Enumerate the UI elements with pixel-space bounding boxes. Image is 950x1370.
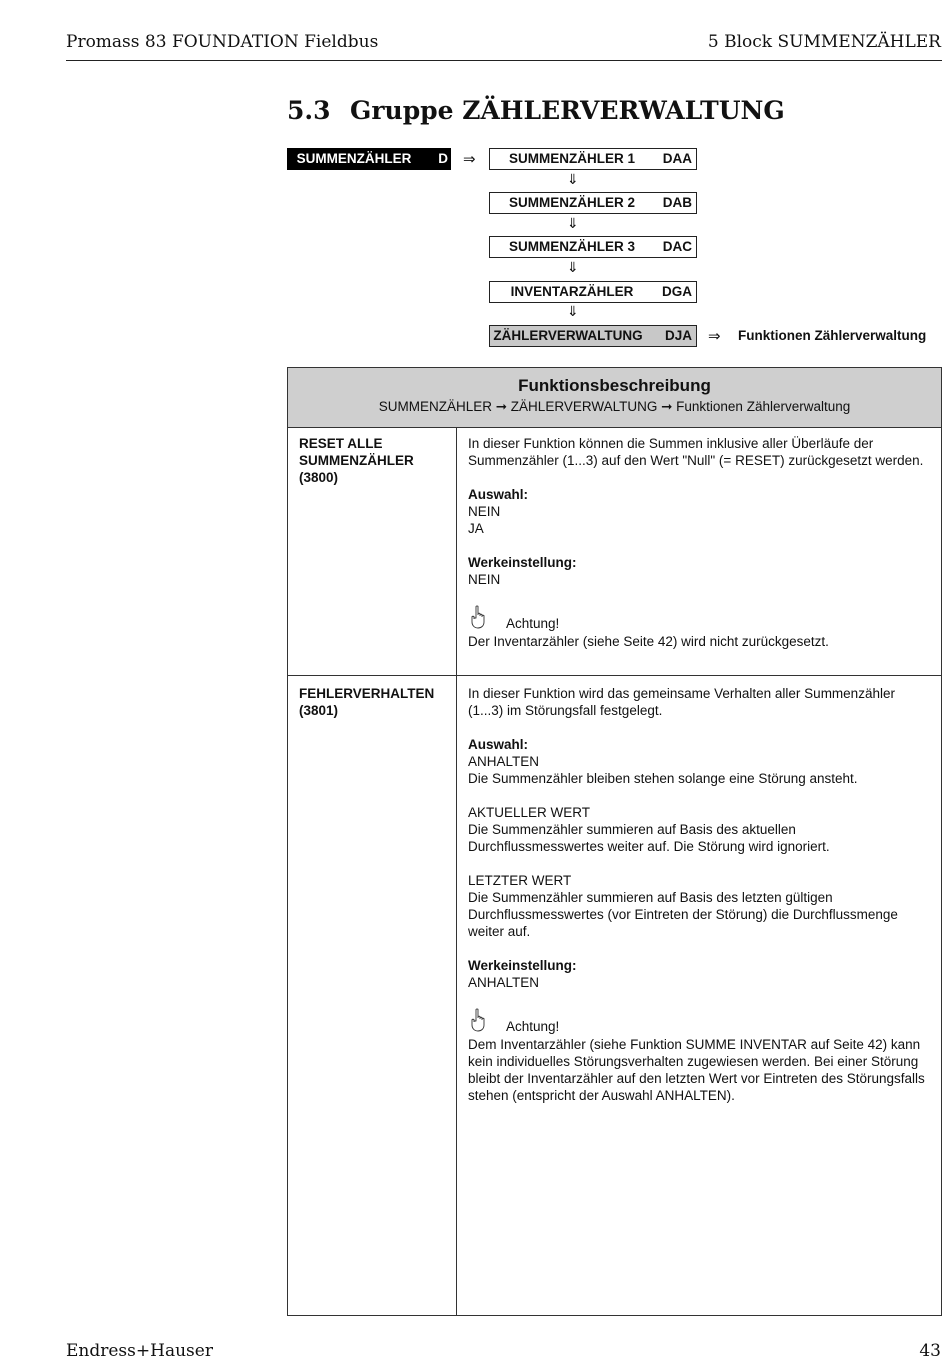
- option-name: LETZTER WERT: [468, 873, 572, 888]
- function-name-reset: [299, 435, 449, 486]
- choice-option: JA: [468, 521, 484, 536]
- diagram-group-code: DAB: [662, 195, 692, 210]
- header-rule: [66, 60, 942, 61]
- function-description-reset: [468, 435, 933, 650]
- diagram-group-block: [489, 148, 697, 170]
- diagram-functions-label: Funktionen Zählerverwaltung: [738, 328, 927, 343]
- header-chapter: 5 Block SUMMENZÄHLER: [707, 32, 941, 52]
- function-code: (3800): [299, 470, 339, 485]
- option-text: Die Summenzähler summieren auf Basis des aktuellen Durchflussmesswertes weiter auf. Die Störung wird ignoriert.: [468, 822, 830, 854]
- choice-option: NEIN: [468, 504, 501, 519]
- row-divider: [288, 675, 941, 676]
- diagram-root-block: [287, 148, 451, 170]
- diagram-group-label: ZÄHLERVERWALTUNG: [493, 328, 643, 343]
- function-table-path: SUMMENZÄHLER ➞ ZÄHLERVERWALTUNG ➞ Funktionen Zählerverwaltung: [378, 399, 851, 414]
- arrow-down-icon: ⇓: [567, 304, 579, 320]
- section-title: Gruppe ZÄHLERVERWALTUNG: [350, 96, 785, 125]
- default-label: Werkeinstellung:: [468, 958, 577, 973]
- warning-text: Der Inventarzähler (siehe Seite 42) wird nicht zurückgesetzt.: [468, 634, 829, 649]
- diagram-group-block: [489, 192, 697, 214]
- arrow-right-icon: ⇒: [463, 150, 476, 168]
- function-name-text: RESET ALLE SUMMENZÄHLER: [299, 436, 414, 468]
- warning-label: Achtung!: [506, 1019, 560, 1034]
- warning-heading: [468, 1008, 933, 1036]
- arrow-down-icon: ⇓: [567, 260, 579, 276]
- diagram-group-label: INVENTARZÄHLER: [510, 284, 634, 299]
- diagram-group-code: DAC: [662, 239, 692, 254]
- diagram-group-code: DGA: [662, 284, 692, 299]
- section-number: 5.3: [287, 96, 331, 125]
- pointing-hand-icon: [469, 605, 487, 629]
- column-divider: [456, 427, 457, 1315]
- diagram-root-code: D: [438, 151, 448, 166]
- option-name: AKTUELLER WERT: [468, 805, 591, 820]
- arrow-down-icon: ⇓: [567, 216, 579, 232]
- diagram-group-block: [489, 236, 697, 258]
- warning-heading: [468, 605, 933, 633]
- warning-text: Dem Inventarzähler (siehe Funktion SUMME INVENTAR auf Seite 42) kann kein individuelles Störungsverhalten zugewiesen werden. Bei einer Störung bleibt der Inventarzähler auf den letzten Wert vor Eintreten des Störungsfalls stehen (entspricht der Auswahl ANHALTEN).: [468, 1037, 925, 1103]
- function-name-text: FEHLERVERHALTEN: [299, 686, 435, 701]
- pointing-hand-icon: [469, 1008, 487, 1032]
- choice-label: Auswahl:: [468, 737, 529, 752]
- function-table: [287, 367, 942, 1316]
- diagram-group-block: [489, 281, 697, 303]
- option-text: Die Summenzähler bleiben stehen solange eine Störung ansteht.: [468, 771, 858, 786]
- diagram-active-group-block: [489, 325, 697, 347]
- diagram-group-label: SUMMENZÄHLER 3: [508, 239, 635, 254]
- diagram-root-label: SUMMENZÄHLER: [296, 151, 412, 166]
- arrow-down-icon: ⇓: [567, 172, 579, 188]
- footer-page-number: 43: [919, 1341, 941, 1361]
- function-code: (3801): [299, 703, 339, 718]
- description-intro: In dieser Funktion wird das gemeinsame Verhalten aller Summenzähler (1...3) im Störungsfall festgelegt.: [468, 686, 895, 718]
- function-name-fehlerverhalten: [299, 685, 449, 719]
- default-value: NEIN: [468, 572, 501, 587]
- footer-brand: Endress+Hauser: [66, 1341, 213, 1361]
- function-table-title: Funktionsbeschreibung: [518, 376, 711, 395]
- default-value: ANHALTEN: [468, 975, 540, 990]
- function-description-fehlerverhalten: [468, 685, 933, 1104]
- diagram-group-code: DJA: [664, 328, 692, 343]
- header-doc-title: Promass 83 FOUNDATION Fieldbus: [66, 32, 379, 52]
- diagram-group-label: SUMMENZÄHLER 1: [508, 151, 635, 166]
- option-name: ANHALTEN: [468, 754, 540, 769]
- diagram-group-label: SUMMENZÄHLER 2: [508, 195, 635, 210]
- warning-label: Achtung!: [506, 616, 560, 631]
- choice-label: Auswahl:: [468, 487, 529, 502]
- arrow-right-icon: ⇒: [708, 327, 721, 345]
- option-text: Die Summenzähler summieren auf Basis des letzten gültigen Durchflussmesswertes (vor Eintreten der Störung) die Durchflussmenge weiter auf.: [468, 890, 898, 939]
- description-intro: In dieser Funktion können die Summen inklusive aller Überläufe der Summenzähler (1...3) auf den Wert "Null" (= RESET) zurückgesetzt werden.: [468, 436, 924, 468]
- function-table-header: [288, 368, 941, 428]
- default-label: Werkeinstellung:: [468, 555, 577, 570]
- diagram-group-code: DAA: [662, 151, 692, 166]
